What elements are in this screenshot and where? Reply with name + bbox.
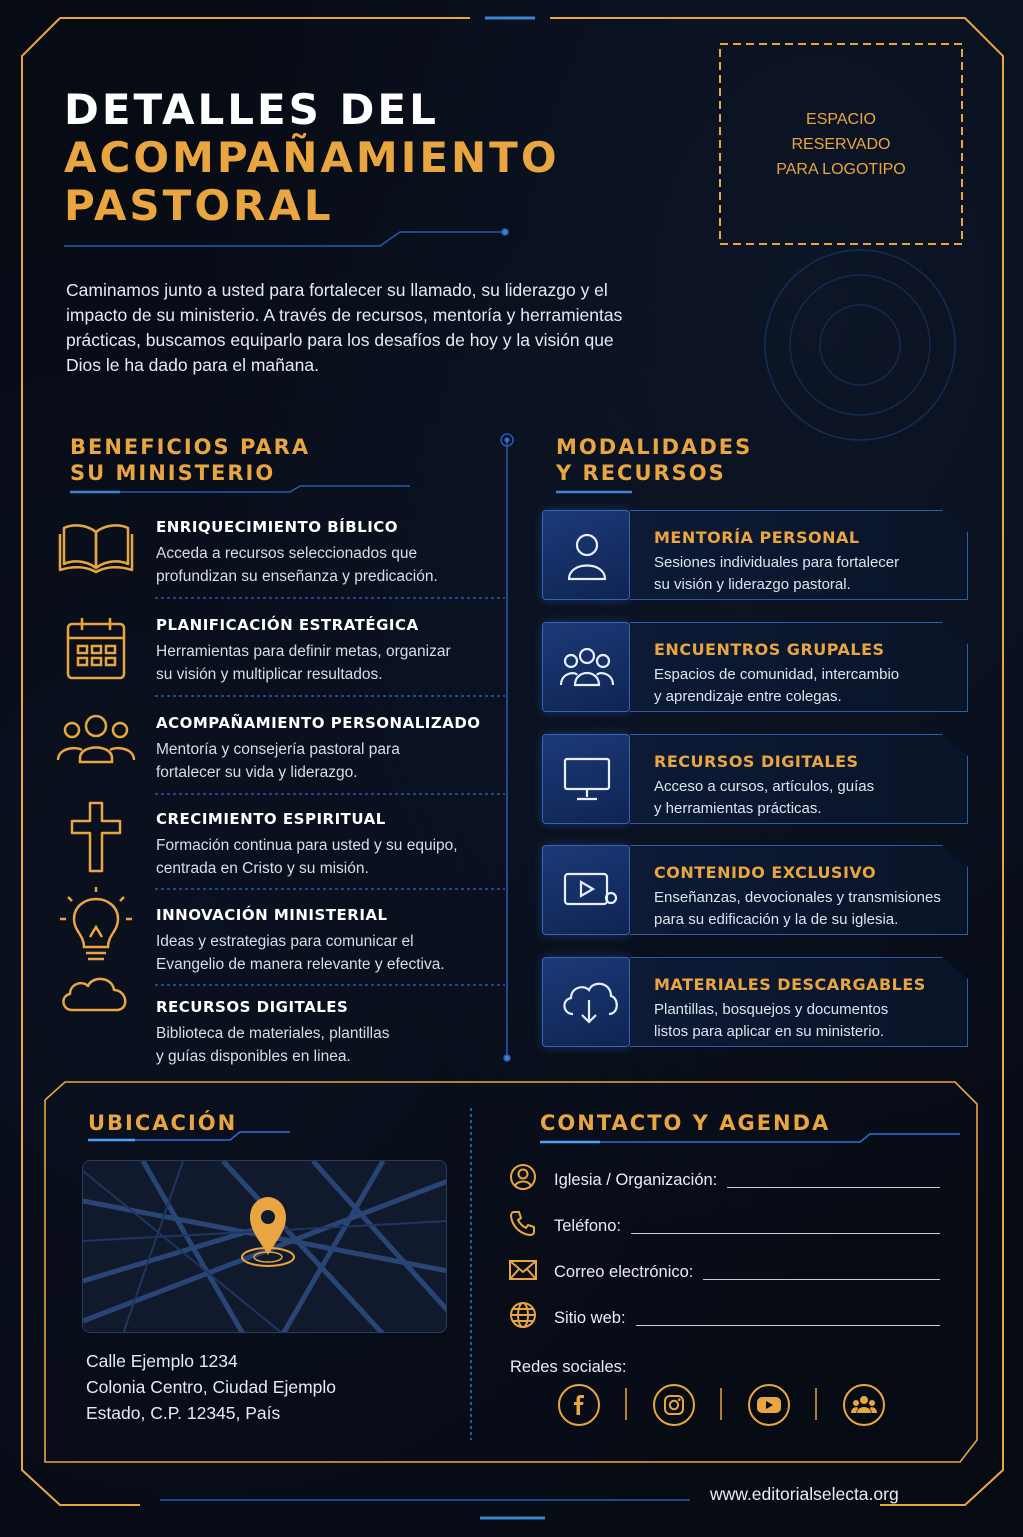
modality-icon-box: [542, 622, 630, 712]
benefit-title: RECURSOS DIGITALES: [156, 998, 349, 1016]
modality-card: [542, 510, 968, 600]
benefit-title: CRECIMIENTO ESPIRITUAL: [156, 810, 386, 828]
youtube-icon[interactable]: [748, 1384, 790, 1426]
website-line[interactable]: [636, 1325, 940, 1326]
address-line-3: Estado, C.P. 12345, País: [86, 1403, 281, 1423]
benefit-item: [56, 998, 506, 1088]
modality-desc: Enseñanzas, devocionales y transmisiones para su edificación y la de su iglesia.: [654, 889, 941, 928]
benefit-desc: Acceda a recursos seleccionados que profundizan su enseñanza y predicación.: [156, 545, 438, 585]
benefit-desc: Ideas y estrategias para comunicar el Evangelio de manera relevante y efectiva.: [156, 933, 445, 973]
phone-line[interactable]: [631, 1233, 940, 1234]
person-circle-icon: [508, 1162, 538, 1192]
location-map[interactable]: [82, 1160, 447, 1333]
website-field[interactable]: [508, 1300, 940, 1330]
benefit-title: ENRIQUECIMIENTO BÍBLICO: [156, 518, 399, 536]
email-line[interactable]: [703, 1279, 940, 1280]
website-label: Sitio web:: [554, 1309, 626, 1327]
footer-url[interactable]: www.editorialselecta.org: [710, 1484, 899, 1504]
benefit-item: [56, 616, 506, 706]
address-line-1: Calle Ejemplo 1234: [86, 1351, 238, 1371]
cloud-icon: [56, 968, 136, 1038]
globe-icon: [508, 1300, 538, 1330]
modality-desc: Sesiones individuales para fortalecer su visión y liderazgo pastoral.: [654, 554, 900, 593]
monitor-icon: [543, 735, 631, 825]
modalities-title-line-1: MODALIDADES: [556, 435, 753, 459]
benefit-item: [56, 518, 506, 608]
modality-title: RECURSOS DIGITALES: [654, 752, 859, 771]
phone-label: Teléfono:: [554, 1217, 621, 1235]
location-title: UBICACIÓN: [88, 1111, 238, 1135]
lightbulb-icon: [56, 872, 136, 972]
title-line-2: ACOMPAÑAMIENTO: [64, 133, 560, 182]
benefit-desc: Formación continua para usted y su equipo, centrada en Cristo y su misión.: [156, 837, 458, 877]
modality-desc: Plantillas, bosquejos y documentos listos para aplicar en su ministerio.: [654, 1001, 889, 1040]
video-play-icon: [543, 846, 631, 936]
phone-icon: [508, 1208, 538, 1238]
modality-desc: Acceso a cursos, artículos, guías y herramientas prácticas.: [654, 778, 875, 817]
cloud-download-icon: [543, 958, 631, 1048]
location-pin-icon: [233, 1191, 303, 1271]
envelope-icon: [508, 1254, 538, 1284]
benefit-title: PLANIFICACIÓN ESTRATÉGICA: [156, 616, 419, 634]
modality-icon-box: [542, 957, 630, 1047]
benefit-desc: Mentoría y consejería pastoral para fortalecer su vida y liderazgo.: [156, 741, 400, 781]
organization-line[interactable]: [727, 1187, 940, 1188]
title-line-3: PASTORAL: [64, 181, 334, 230]
modality-title: CONTENIDO EXCLUSIVO: [654, 863, 877, 882]
community-icon[interactable]: [843, 1384, 885, 1426]
benefits-title-line-1: BENEFICIOS PARA: [70, 435, 311, 459]
title-line-1: DETALLES DEL: [64, 85, 439, 134]
benefits-title-line-2: SU MINISTERIO: [70, 461, 276, 485]
email-label: Correo electrónico:: [554, 1263, 694, 1281]
calendar-icon: [56, 616, 136, 686]
contact-title: CONTACTO Y AGENDA: [540, 1111, 831, 1135]
modality-card: [542, 957, 968, 1047]
cross-icon: [56, 786, 136, 882]
modality-icon-box: [542, 845, 630, 935]
modalities-title: [556, 434, 752, 486]
person-icon: [543, 511, 631, 601]
modality-icon-box: [542, 510, 630, 600]
modality-card: [542, 734, 968, 824]
modality-title: MENTORÍA PERSONAL: [654, 528, 860, 547]
address: [86, 1348, 336, 1426]
benefit-desc: Biblioteca de materiales, plantillas y guías disponibles en linea.: [156, 1025, 390, 1065]
modality-icon-box: [542, 734, 630, 824]
instagram-icon[interactable]: [653, 1384, 695, 1426]
logo-placeholder: ESPACIO RESERVADO PARA LOGOTIPO: [776, 110, 906, 178]
modality-title: MATERIALES DESCARGABLES: [654, 975, 926, 994]
address-line-2: Colonia Centro, Ciudad Ejemplo: [86, 1377, 336, 1397]
benefit-desc: Herramientas para definir metas, organizar su visión y multiplicar resultados.: [156, 643, 451, 683]
page-title: [64, 86, 560, 230]
benefits-title: [70, 434, 310, 486]
organization-field[interactable]: [508, 1162, 940, 1192]
phone-field[interactable]: [508, 1208, 940, 1238]
modality-desc: Espacios de comunidad, intercambio y aprendizaje entre colegas.: [654, 666, 900, 705]
intro-paragraph: Caminamos junto a usted para fortalecer su llamado, su liderazgo y el impacto de su ministerio. A través de recursos, mentoría y herramientas prácticas, buscamos equiparlo para los desafíos de hoy y la visión que Dios le ha dado para el mañana.: [66, 280, 623, 375]
group-icon: [543, 623, 631, 713]
organization-label: Iglesia / Organización:: [554, 1171, 718, 1189]
email-field[interactable]: [508, 1254, 940, 1284]
modality-title: ENCUENTROS GRUPALES: [654, 640, 885, 659]
benefit-title: ACOMPAÑAMIENTO PERSONALIZADO: [156, 714, 481, 732]
modality-card: [542, 845, 968, 935]
people-group-icon: [56, 714, 136, 784]
modalities-title-line-2: Y RECURSOS: [556, 461, 726, 485]
modality-card: [542, 622, 968, 712]
open-book-icon: [56, 518, 136, 588]
facebook-icon[interactable]: [558, 1384, 600, 1426]
social-label: Redes sociales:: [510, 1358, 627, 1376]
benefit-title: INNOVACIÓN MINISTERIAL: [156, 906, 388, 924]
